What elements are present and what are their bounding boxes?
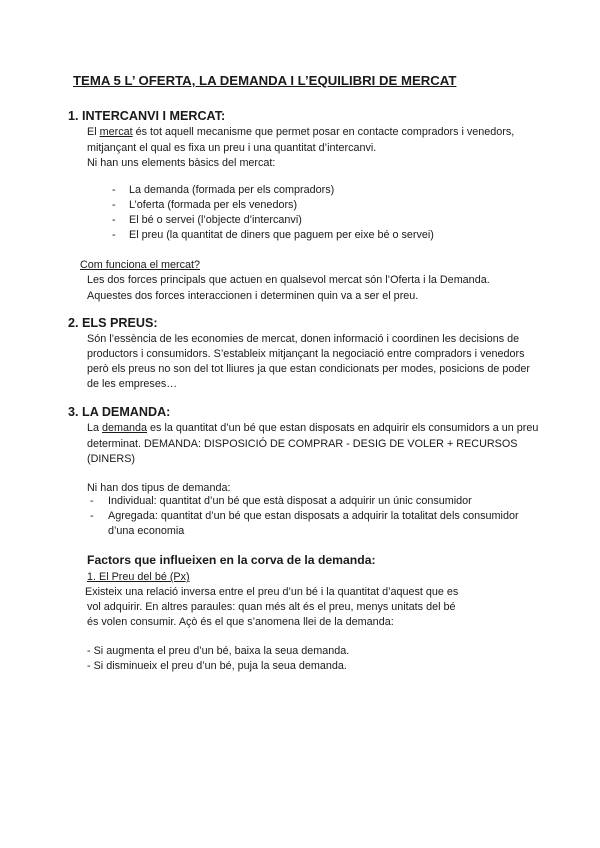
paragraph-line: Són l’essència de les economies de mercat, donen informació i coordinen les decisions de	[87, 333, 520, 345]
paragraph-line: Ni han dos tipus de demanda:	[87, 482, 231, 494]
factors-heading: Factors que influeixen en la corva de la demanda:	[87, 553, 376, 567]
list-item: El preu (la quantitat de diners que paguem per eixe bé o servei)	[129, 229, 434, 241]
list-dash: -	[112, 199, 116, 211]
rule-line: - Si disminueix el preu d’un bé, puja la seua demanda.	[87, 660, 347, 672]
paragraph-line: determinat. DEMANDA: DISPOSICIÓ DE COMPRAR - DESIG DE VOLER + RECURSOS	[87, 438, 518, 450]
section-1-paragraph-line-3: Ni han uns elements bàsics del mercat:	[87, 157, 276, 169]
section-1-heading: 1. INTERCANVI I MERCAT:	[68, 109, 226, 123]
list-item: El bé o servei (l’objecte d’intercanvi)	[129, 214, 302, 226]
list-dash: -	[112, 214, 116, 226]
paragraph-line: Aquestes dos forces interaccionen i determinen quin va a ser el preu.	[87, 290, 419, 302]
list-dash: -	[90, 495, 94, 507]
factor-1-label: 1. El Preu del bé (Px)	[87, 571, 190, 583]
list-dash: -	[90, 510, 94, 522]
section-3-heading: 3. LA DEMANDA:	[68, 405, 171, 419]
page-title: TEMA 5 L’ OFERTA, LA DEMANDA I L’EQUILIBRI DE MERCAT	[73, 73, 457, 88]
text: és tot aquell mecanisme que permet posar en contacte compradors i venedors,	[132, 126, 515, 138]
term-demanda: demanda	[102, 422, 148, 434]
text: es la quantitat d’un bé que estan disposats en adquirir els consumidors a un preu	[147, 422, 539, 434]
term-mercat: mercat	[99, 126, 133, 138]
text: El	[87, 126, 100, 138]
list-item: Agregada: quantitat d’un bé que estan disposats a adquirir la totalitat dels consumidor	[108, 510, 519, 522]
paragraph-line: és volen consumir. Açò és el que s’anomena llei de la demanda:	[87, 616, 394, 628]
section-1-paragraph-line-2: mitjançant el qual es fixa un preu i una quantitat d’intercanvi.	[87, 142, 377, 154]
paragraph-line: Les dos forces principals que actuen en qualsevol mercat són l’Oferta i la Demanda.	[87, 274, 490, 286]
section-2-heading: 2. ELS PREUS:	[68, 316, 158, 330]
list-item: L’oferta (formada per els venedors)	[129, 199, 298, 211]
paragraph-line: productors i consumidors. S’estableix mitjançant la negociació entre compradors i venedors	[87, 348, 525, 360]
list-dash: -	[112, 184, 116, 196]
section-1-paragraph-line-1	[87, 124, 514, 140]
list-item: Individual: quantitat d’un bé que està disposat a adquirir un únic consumidor	[108, 495, 472, 507]
paragraph-line: però els preus no son del tot lliures ja que estan condicionats per modes, posicions de poder	[87, 363, 530, 375]
paragraph-line: vol adquirir. En altres paraules: quan més alt és el preu, menys unitats del bé	[87, 601, 456, 613]
paragraph-line	[87, 420, 538, 436]
paragraph-line: (DINERS)	[87, 453, 135, 465]
paragraph-line: Existeix una relació inversa entre el preu d’un bé i la quantitat d’aquest que es	[85, 586, 459, 598]
list-item: La demanda (formada per els compradors)	[129, 184, 335, 196]
list-item-continuation: d’una economia	[108, 525, 185, 537]
subheading-com-funciona: Com funciona el mercat?	[80, 259, 201, 271]
rule-line: - Si augmenta el preu d’un bé, baixa la seua demanda.	[87, 645, 350, 657]
list-dash: -	[112, 229, 116, 241]
text: La	[87, 422, 103, 434]
paragraph-line: de les empreses…	[87, 378, 178, 390]
